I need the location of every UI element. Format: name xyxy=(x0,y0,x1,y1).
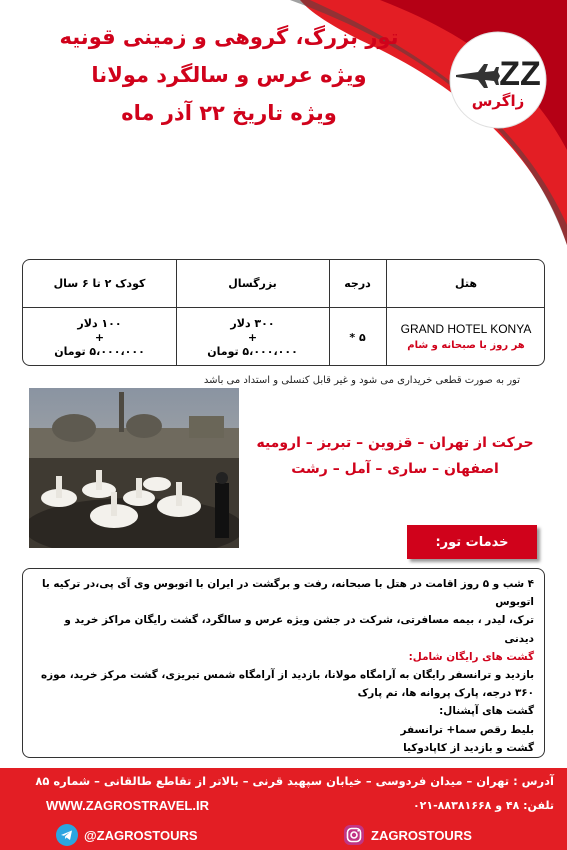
free-tours-heading: گشت های رایگان شامل: xyxy=(408,650,534,663)
telegram-link[interactable] xyxy=(56,824,198,846)
service-line-4: بازدید و ترانسفر رایگان به آرامگاه مولانا، بازدید از آرامگاه شمس تبریزی، گشت مرکز خرید، موزه xyxy=(41,669,534,682)
service-line-2: ترک، لیدر ، بیمه مسافرتی، شرکت در جشن ویژه عرس و سالگرد، گشت رایگان مراکز خرید و دیدنی xyxy=(64,614,534,645)
hotel-cell xyxy=(386,308,545,366)
hotel-grade: ۵ * xyxy=(349,331,366,344)
adult-price-usd: ۳۰۰ دلار xyxy=(230,316,275,330)
header-child: کودک ۲ تا ۶ سال xyxy=(53,277,146,290)
title-line-2: ویژه عرس و سالگرد مولانا xyxy=(91,63,367,87)
service-line-1: ۴ شب و ۵ روز اقامت در هتل با صبحانه، رفت و برگشت در ایران با اتوبوس وی آی پی،در ترکیه با اتوبوس xyxy=(41,578,534,609)
adult-price-toman: ۵،۰۰۰،۰۰۰ تومان xyxy=(207,344,298,358)
services-badge-label: خدمات تور: xyxy=(435,534,509,550)
hotel-name: GRAND HOTEL KONYA xyxy=(400,322,532,336)
departure-cities xyxy=(245,430,545,482)
service-line-5: ۳۶۰ درجه، پارک پروانه ها، تم پارک xyxy=(357,687,534,700)
website-link[interactable]: WWW.ZAGROSTRAVEL.IR xyxy=(46,798,209,813)
tour-title xyxy=(19,18,439,132)
adult-price-plus: + xyxy=(247,330,258,344)
header-grade: درجه xyxy=(344,277,371,290)
footer-address: آدرس : تهران – میدان فردوسی – خیابان سپهبد قرنی – بالاتر از تقاطع طالقانی – شماره ۸۵ xyxy=(35,774,554,788)
child-price xyxy=(23,308,176,366)
services-badge xyxy=(407,525,537,559)
instagram-link[interactable] xyxy=(343,824,472,846)
logo-emblem xyxy=(448,30,548,130)
child-price-usd: ۱۰۰ دلار xyxy=(77,316,122,330)
footer xyxy=(0,768,567,850)
services-box xyxy=(22,568,545,758)
logo-text: زاگرس xyxy=(471,92,525,110)
price-table xyxy=(22,259,545,366)
telegram-handle: @ZAGROSTOURS xyxy=(84,827,198,843)
zagros-logo xyxy=(448,30,548,130)
header-hotel: هتل xyxy=(455,277,477,290)
departure-line-2: اصفهان – ساری – آمل – رشت xyxy=(291,461,499,477)
purchase-note: تور به صورت قطعی خریداری می شود و غیر قابل کنسلی و استداد می باشد xyxy=(203,375,520,386)
service-line-7: بلیط رقص سما+ ترانسفر xyxy=(400,723,534,736)
departure-line-1: حرکت از تهران – قزوین – تبریز – ارومیه xyxy=(256,435,534,451)
service-line-8: گشت و بازدید از کاپادوکیا xyxy=(403,741,534,754)
optional-tours-heading: گشت های آپشنال: xyxy=(439,705,534,718)
logo-letters: ZZ xyxy=(499,55,541,93)
title-line-1: تور بزرگ، گروهی و زمینی قونیه xyxy=(59,25,399,49)
telegram-icon xyxy=(56,824,78,846)
adult-price xyxy=(176,308,329,366)
footer-phone: تلفن: ۴۸ و ۸۸۳۸۱۶۶۸-۰۲۱ xyxy=(412,799,554,812)
header-adult: بزرگسال xyxy=(228,277,277,290)
hotel-meal-plan: هر روز با صبحانه و شام xyxy=(407,340,525,351)
title-line-3: ویژه تاریخ ۲۲ آذر ماه xyxy=(121,101,337,125)
child-price-plus: + xyxy=(94,330,105,344)
whirling-dervishes-photo xyxy=(29,388,239,548)
instagram-icon xyxy=(343,824,365,846)
instagram-handle: ZAGROSTOURS xyxy=(371,827,472,843)
child-price-toman: ۵،۰۰۰،۰۰۰ تومان xyxy=(54,344,145,358)
